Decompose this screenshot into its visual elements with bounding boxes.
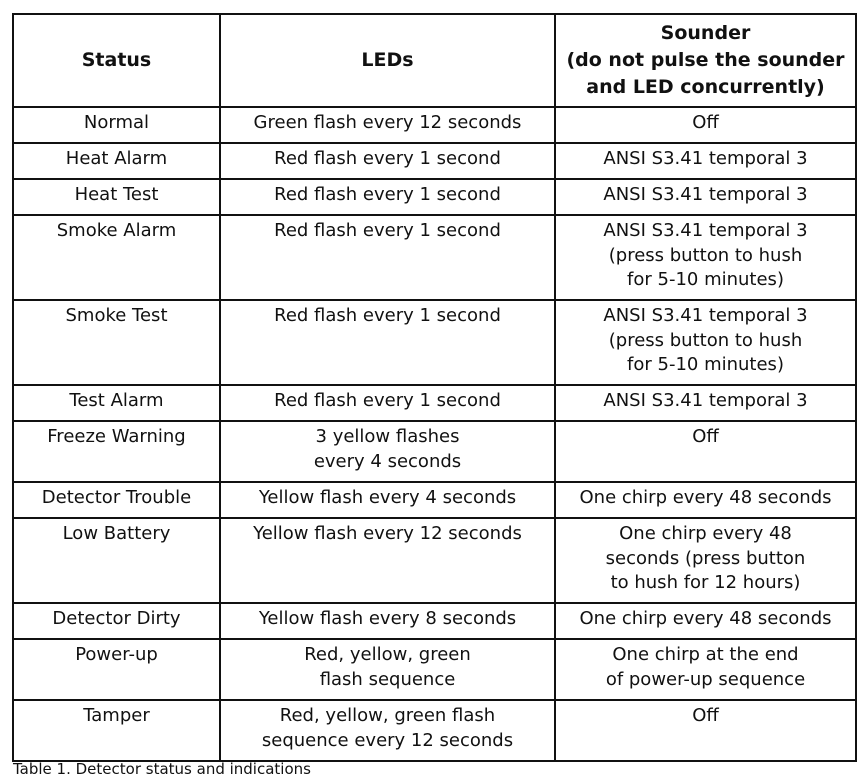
cell-status: Power-up bbox=[13, 639, 220, 700]
cell-status: Low Battery bbox=[13, 518, 220, 603]
cell-status: Tamper bbox=[13, 700, 220, 761]
table-row bbox=[13, 143, 856, 179]
table-header bbox=[13, 14, 856, 107]
table-row bbox=[13, 107, 856, 143]
table-body bbox=[13, 107, 856, 761]
cell-sounder: ANSI S3.41 temporal 3 bbox=[555, 143, 856, 179]
table-row bbox=[13, 518, 856, 603]
status-table-container bbox=[12, 13, 855, 762]
cell-leds: Red, yellow, green flash sequence every 12 seconds bbox=[220, 700, 555, 761]
cell-leds: Green flash every 12 seconds bbox=[220, 107, 555, 143]
cell-sounder: One chirp every 48 seconds bbox=[555, 603, 856, 639]
table-row bbox=[13, 421, 856, 482]
table-row bbox=[13, 700, 856, 761]
table-caption: Table 1. Detector status and indications bbox=[13, 760, 311, 778]
cell-leds: Red flash every 1 second bbox=[220, 143, 555, 179]
cell-status: Freeze Warning bbox=[13, 421, 220, 482]
cell-sounder: Off bbox=[555, 421, 856, 482]
cell-sounder: ANSI S3.41 temporal 3 (press button to hush for 5-10 minutes) bbox=[555, 215, 856, 300]
cell-status: Detector Trouble bbox=[13, 482, 220, 518]
cell-status: Normal bbox=[13, 107, 220, 143]
cell-leds: Red flash every 1 second bbox=[220, 385, 555, 421]
cell-status: Test Alarm bbox=[13, 385, 220, 421]
header-leds: LEDs bbox=[220, 14, 555, 107]
detector-status-table bbox=[12, 13, 857, 762]
cell-sounder: One chirp every 48 seconds bbox=[555, 482, 856, 518]
cell-status: Detector Dirty bbox=[13, 603, 220, 639]
header-status: Status bbox=[13, 14, 220, 107]
cell-sounder: ANSI S3.41 temporal 3 (press button to hush for 5-10 minutes) bbox=[555, 300, 856, 385]
cell-leds: Red flash every 1 second bbox=[220, 179, 555, 215]
table-row bbox=[13, 179, 856, 215]
cell-leds: Red flash every 1 second bbox=[220, 215, 555, 300]
cell-status: Heat Test bbox=[13, 179, 220, 215]
cell-leds: Yellow flash every 4 seconds bbox=[220, 482, 555, 518]
cell-leds: Red flash every 1 second bbox=[220, 300, 555, 385]
cell-sounder: One chirp at the end of power-up sequence bbox=[555, 639, 856, 700]
cell-status: Smoke Alarm bbox=[13, 215, 220, 300]
header-row bbox=[13, 14, 856, 107]
table-row bbox=[13, 639, 856, 700]
cell-leds: Yellow flash every 8 seconds bbox=[220, 603, 555, 639]
cell-sounder: ANSI S3.41 temporal 3 bbox=[555, 179, 856, 215]
cell-status: Smoke Test bbox=[13, 300, 220, 385]
cell-sounder: One chirp every 48 seconds (press button to hush for 12 hours) bbox=[555, 518, 856, 603]
table-row bbox=[13, 215, 856, 300]
table-row bbox=[13, 300, 856, 385]
cell-sounder: ANSI S3.41 temporal 3 bbox=[555, 385, 856, 421]
table-row bbox=[13, 603, 856, 639]
cell-sounder: Off bbox=[555, 107, 856, 143]
table-row bbox=[13, 385, 856, 421]
cell-leds: Yellow flash every 12 seconds bbox=[220, 518, 555, 603]
table-row bbox=[13, 482, 856, 518]
cell-status: Heat Alarm bbox=[13, 143, 220, 179]
cell-leds: 3 yellow flashes every 4 seconds bbox=[220, 421, 555, 482]
cell-leds: Red, yellow, green flash sequence bbox=[220, 639, 555, 700]
cell-sounder: Off bbox=[555, 700, 856, 761]
header-sounder: Sounder (do not pulse the sounder and LED concurrently) bbox=[555, 14, 856, 107]
